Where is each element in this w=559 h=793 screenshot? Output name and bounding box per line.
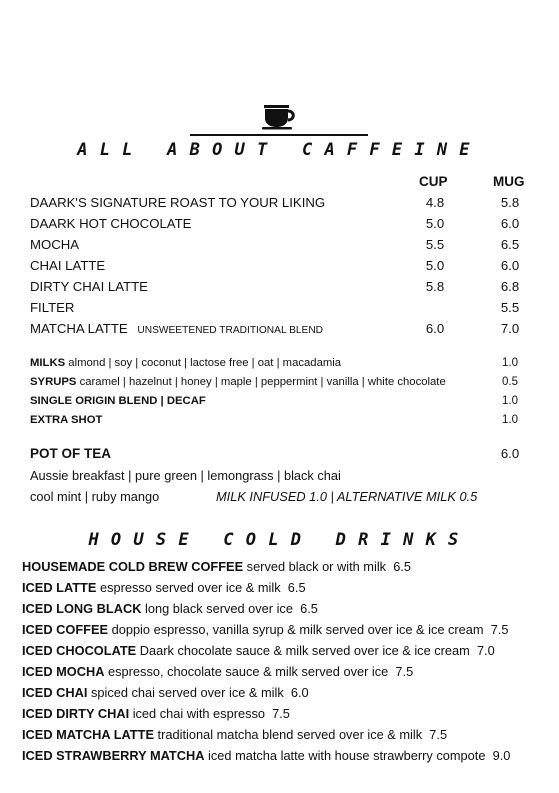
drink-desc: iced chai with espresso (132, 706, 265, 721)
menu-item-name: DAARK HOT CHOCOLATE (30, 216, 192, 231)
drink-name: ICED LATTE (22, 580, 97, 595)
drink-price: 6.5 (287, 580, 306, 595)
cold-drink-row (22, 706, 290, 721)
price-mug: 5.8 (500, 195, 520, 210)
drink-name: ICED COFFEE (22, 622, 109, 637)
drink-desc: traditional matcha blend served over ice & milk (157, 727, 423, 742)
drink-name: ICED DIRTY CHAI (22, 706, 130, 721)
cold-drink-row (22, 664, 413, 679)
extra-price: 1.0 (502, 357, 518, 369)
drink-name: HOUSEMADE COLD BREW COFFEE (22, 559, 244, 574)
drink-desc: long black served over ice (145, 601, 293, 616)
cold-drink-row (22, 622, 509, 637)
column-cup: CUP (419, 174, 448, 189)
extra-price: 0.5 (502, 376, 518, 388)
extra-row (30, 357, 341, 369)
drink-name: ICED MOCHA (22, 664, 105, 679)
drink-price: 6.5 (393, 559, 411, 574)
title-rule (190, 134, 368, 136)
drink-price: 7.5 (395, 664, 414, 679)
menu-item-name: DIRTY CHAI LATTE (30, 279, 148, 294)
column-mug: MUG (493, 174, 525, 189)
drink-desc: spiced chai served over ice & milk (90, 685, 284, 700)
cold-drink-row (22, 727, 447, 742)
drink-name: ICED STRAWBERRY MATCHA (22, 748, 205, 763)
menu-item-name: MOCHA (30, 237, 80, 252)
extra-detail: almond | soy | coconut | lactose free | oat | macadamia (68, 357, 342, 369)
price-cup: 5.0 (425, 216, 445, 231)
menu-item-name: CHAI LATTE (30, 258, 106, 273)
extra-detail: caramel | hazelnut | honey | maple | peppermint | vanilla | white chocolate (79, 376, 446, 388)
extra-row (30, 376, 446, 388)
price-cup: 5.5 (425, 237, 445, 252)
drink-name: ICED LONG BLACK (22, 601, 142, 616)
price-cup: 5.0 (425, 258, 445, 273)
caffeine-heading: ALL ABOUT CAFFEINE (77, 140, 482, 160)
price-mug: 5.5 (500, 300, 520, 315)
drink-desc: Daark chocolate sauce & milk served over ice & ice cream (139, 643, 470, 658)
drink-name: ICED CHOCOLATE (22, 643, 137, 658)
drink-name: ICED CHAI (22, 685, 88, 700)
price-mug: 6.0 (500, 258, 520, 273)
cold-drink-row (22, 685, 309, 700)
price-cup: 5.8 (425, 279, 445, 294)
price-mug: 6.5 (500, 237, 520, 252)
extra-row (30, 414, 102, 426)
drink-name: ICED MATCHA LATTE (22, 727, 154, 742)
coffee-cup-icon (262, 102, 298, 130)
drink-price: 6.5 (300, 601, 318, 616)
menu-item-name: MATCHA LATTE (30, 321, 128, 336)
drink-desc: iced matcha latte with house strawberry compote (208, 748, 486, 763)
menu-item-note: UNSWEETENED TRADITIONAL BLEND (137, 325, 324, 336)
price-cup: 6.0 (425, 321, 445, 336)
drink-desc: espresso served over ice & milk (99, 580, 281, 595)
drink-price: 7.5 (272, 706, 290, 721)
drink-price: 7.5 (490, 622, 509, 637)
price-cup: 4.8 (425, 195, 445, 210)
extra-label: MILKS (30, 357, 66, 369)
cold-drink-row (22, 559, 411, 574)
price-mug: 7.0 (500, 321, 520, 336)
tea-price: 6.0 (500, 446, 520, 461)
cold-drink-row (22, 643, 495, 658)
tea-label: POT OF TEA (30, 446, 111, 461)
menu-item-row (30, 321, 323, 336)
extra-price: 1.0 (502, 414, 518, 426)
tea-varieties: Aussie breakfast | pure green | lemongrass | black chai (30, 468, 341, 483)
tea-milk-note: MILK INFUSED 1.0 | ALTERNATIVE MILK 0.5 (216, 489, 478, 504)
extra-label: SYRUPS (30, 376, 77, 388)
cold-drink-row (22, 601, 318, 616)
drink-price: 9.0 (492, 748, 511, 763)
menu-item-name: DAARK'S SIGNATURE ROAST TO YOUR LIKING (30, 195, 326, 210)
cold-drink-row (22, 580, 306, 595)
price-mug: 6.0 (500, 216, 520, 231)
drink-price: 7.5 (429, 727, 448, 742)
drink-desc: served black or with milk (246, 559, 387, 574)
cold-drink-row (22, 748, 510, 763)
extra-label: SINGLE ORIGIN BLEND | DECAF (30, 395, 206, 407)
drink-desc: doppio espresso, vanilla syrup & milk served over ice & ice cream (111, 622, 484, 637)
drink-price: 7.0 (476, 643, 495, 658)
drink-price: 6.0 (290, 685, 309, 700)
cold-drinks-heading: HOUSE COLD DRINKS (88, 530, 471, 550)
extra-label: EXTRA SHOT (30, 414, 103, 426)
drink-desc: espresso, chocolate sauce & milk served over ice (108, 664, 389, 679)
tea-varieties-2: cool mint | ruby mango (30, 489, 160, 504)
price-mug: 6.8 (500, 279, 520, 294)
menu-item-name: FILTER (30, 300, 75, 315)
extra-price: 1.0 (502, 395, 518, 407)
extra-row (30, 395, 206, 407)
